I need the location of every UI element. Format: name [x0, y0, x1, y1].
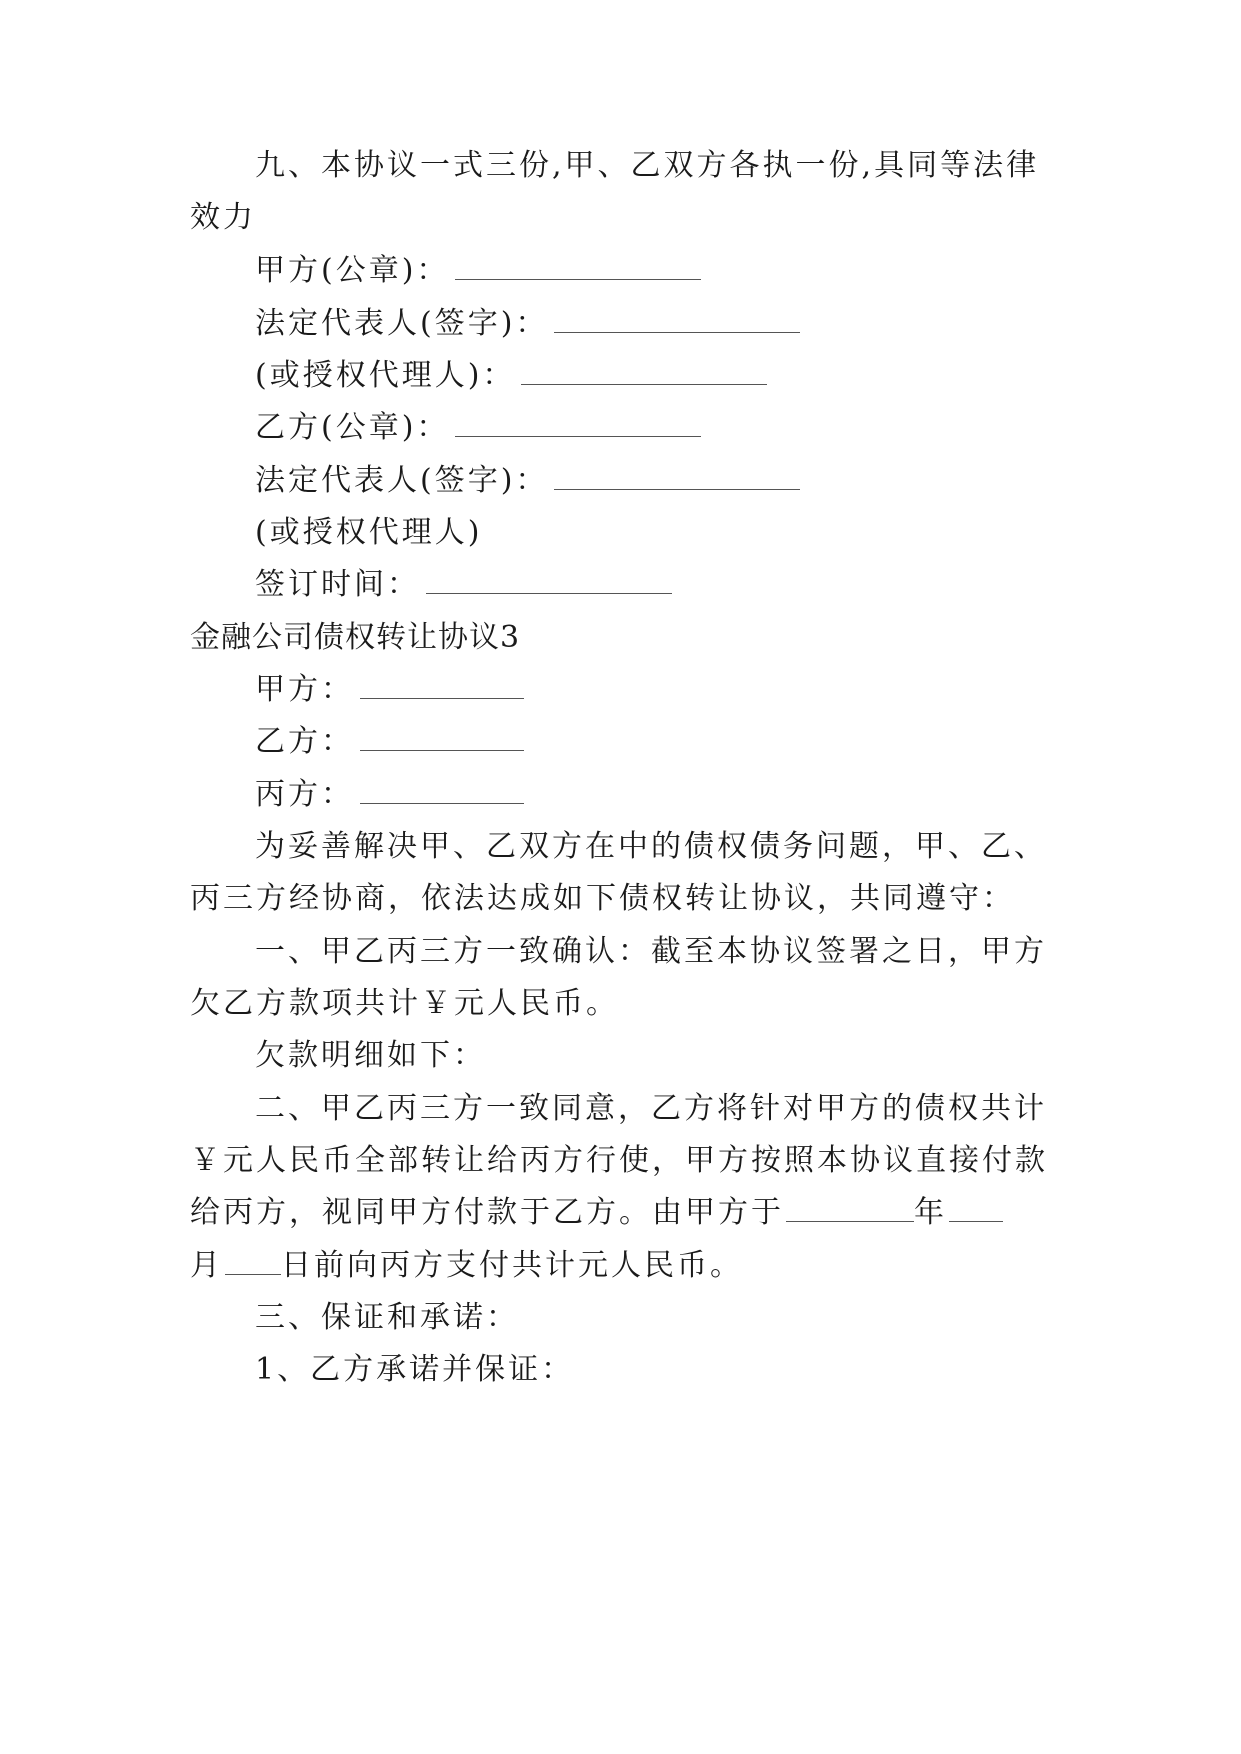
- legal-rep-1-blank: [554, 306, 800, 333]
- legal-rep-2-field: [255, 463, 800, 499]
- legal-rep-1-label: 法定代表人(签字)：: [255, 306, 549, 341]
- clause-3-heading: 三、保证和承诺：: [255, 1300, 519, 1335]
- year-label: 年: [914, 1195, 947, 1230]
- legal-rep-1-field: [255, 306, 800, 342]
- party-a-field: [255, 672, 524, 708]
- sign-time-blank: [426, 567, 672, 594]
- month-label: 月: [190, 1248, 223, 1283]
- clause-3-1: 1、乙方承诺并保证：: [255, 1352, 575, 1387]
- legal-rep-2-label: 法定代表人(签字)：: [255, 463, 549, 498]
- party-c-label: 丙方：: [255, 777, 354, 812]
- clause-2-line-1: 二、甲乙丙三方一致同意，乙方将针对甲方的债权共计: [255, 1091, 1047, 1126]
- intro-line-1: 为妥善解决甲、乙双方在中的债权债务问题，甲、乙、: [255, 829, 1047, 864]
- party-a-blank: [360, 672, 524, 699]
- party-a-seal-label: 甲方(公章)：: [255, 253, 450, 288]
- authorized-agent-1-label: (或授权代理人)：: [255, 358, 516, 393]
- clause-2-line-4-text: 日前向丙方支付共计元人民币。: [281, 1248, 743, 1283]
- clause-1-line-2: 欠乙方款项共计￥元人民币。: [190, 986, 619, 1021]
- month-blank: [949, 1195, 1003, 1222]
- party-c-field: [255, 777, 524, 813]
- clause-2-line-2: ￥元人民币全部转让给丙方行使，甲方按照本协议直接付款: [190, 1143, 1048, 1178]
- clause-1-line-1: 一、甲乙丙三方一致确认：截至本协议签署之日，甲方: [255, 934, 1047, 969]
- party-a-label: 甲方：: [255, 672, 354, 707]
- party-a-seal-blank: [455, 253, 701, 280]
- party-b-seal-label: 乙方(公章)：: [255, 410, 450, 445]
- agreement-title: 金融公司债权转让协议3: [190, 620, 521, 655]
- clause-2-line-3-text: 给丙方，视同甲方付款于乙方。由甲方于: [190, 1195, 784, 1230]
- intro-line-2: 丙三方经协商，依法达成如下债权转让协议，共同遵守：: [190, 881, 1015, 916]
- clause-9-line-2: 效力: [190, 200, 256, 235]
- party-b-label: 乙方：: [255, 724, 354, 759]
- party-b-seal-blank: [455, 410, 701, 437]
- clause-2-line-3: [190, 1195, 1003, 1231]
- clause-9-line-1: 九、本协议一式三份,甲、乙双方各执一份,具同等法律: [255, 148, 1040, 183]
- party-c-blank: [360, 777, 524, 804]
- day-blank: [225, 1248, 281, 1275]
- clause-2-line-4: [190, 1248, 743, 1284]
- debt-detail: 欠款明细如下：: [255, 1038, 486, 1073]
- sign-time-field: [255, 567, 672, 603]
- party-b-seal-field: [255, 410, 701, 446]
- legal-rep-2-blank: [554, 463, 800, 490]
- party-b-blank: [360, 724, 524, 751]
- year-blank: [786, 1195, 914, 1222]
- party-b-field: [255, 724, 524, 760]
- party-a-seal-field: [255, 253, 701, 289]
- sign-time-label: 签订时间：: [255, 567, 420, 602]
- authorized-agent-1-field: [255, 358, 767, 394]
- authorized-agent-1-blank: [521, 358, 767, 385]
- authorized-agent-2: (或授权代理人): [255, 515, 483, 550]
